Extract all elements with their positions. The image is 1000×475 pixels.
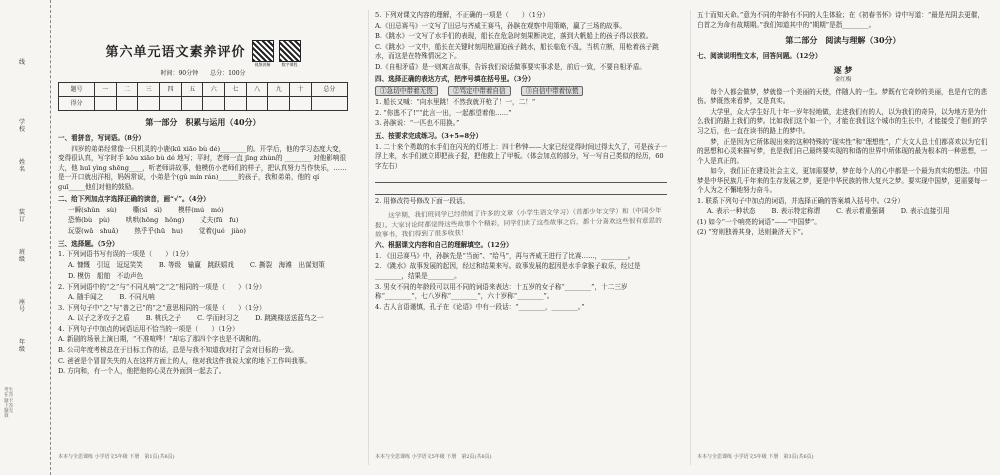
exam-subtitle: 时间：90分钟 总分：100分 [160,69,246,77]
q3-3: 3. 下列句子中“之”与“普之已”的“之”意思相同的一项是（ ）（1分） [58,303,266,312]
reading-author: 金红梅 [834,76,852,83]
q7-1: 1. 联系下列句子中加点的词语，并选择正确的答案填入括号中。（2分） [697,196,905,205]
score-header: 九 [268,83,290,97]
binding-gutter [0,0,51,475]
q3-3-option[interactable]: A. 以子之矛攻子之盾 [68,314,130,323]
gutter-bind-label: 装订 [18,209,25,223]
q3-5: 5. 下列对课文内容的理解，不正确的一项是（ ）（1分） [375,11,550,19]
q3-4-option[interactable]: D. 方向和，有一个人，他把他的心灵在外面到一起去了。 [58,367,226,376]
q7-1-option[interactable]: D. 表示直接引用 [900,207,950,216]
score-cell[interactable] [95,97,117,111]
q3-3-option[interactable]: B. 桃氏之子 [145,314,182,323]
q2-item[interactable]: 热乎乎(hū hu) [134,227,183,235]
exam-title: 第六单元语文素养评价 [105,45,246,61]
q2-heading: 二、给下列加点字选择正确的读音，画“√”。（4分） [58,195,210,204]
q2-item[interactable]: 玩耍(wǎ shuǎ) [68,227,119,235]
q2-item[interactable]: 觉着(jué jiào) [198,227,247,235]
q5-2-text[interactable]: 这学期，我们班同学已经借阅了许多的文章（小学生语文学习）（首都少年文学）和（中国少年报）。大家讨论时都觉得这些故事个个精彩，同学们读了这些故事之后，都十分喜欢这些很有意思的故事书，我们得到了很多收获！ [374,206,662,239]
q2-item[interactable]: 恐怖(bù pù) [68,216,110,225]
score-header: 总分 [311,83,347,97]
answer-line[interactable] [375,185,667,195]
q2-item[interactable]: 丈夫(fū fu) [200,216,239,225]
page-3 [690,10,989,465]
q3-2-option[interactable]: B. 不同凡响 [119,293,155,302]
q6-item[interactable]: 1. 《田忌赛马》中，孙膑先是“当面”、“给马”，再与齐威王进行了比赛……，________。 [375,251,635,260]
q7-heading: 七、阅读说明性文本，回答问题。（12分） [697,51,822,60]
gutter-school: 学校 [18,119,25,133]
q4-item[interactable]: 1. 船长又喊：“向水里跳！不然我就开枪了！一，二！” [375,98,536,107]
reading-paragraph: 梦，正是因为它所体现出来的这种特殊的“现实性”和“理想性”，广大文人总士们都喜欢以为它们的思想和心灵来描写梦，也是我们自己最终要实现的和谐的世界中所体现的最为根本的一种思想，一个人是真正的。 [697,137,988,165]
score-header: 七 [225,83,247,97]
q3-3-option[interactable]: D. 跳跳楼送送蓝鸟之一 [255,314,324,323]
q7-1-option[interactable]: A. 表示一种状态 [707,207,756,216]
q7-1-item[interactable]: (2) “穷则独善其身，达则兼济天下”。 [697,228,808,237]
score-cell[interactable] [203,97,225,111]
score-cell[interactable] [246,97,268,111]
q3-1-option[interactable]: A. 慷慨 引逗 逗逗笑笑 [68,260,143,269]
q4-item[interactable]: 2. “你逃不了!”“此言一出，一起都望着他……” [375,108,512,117]
q6-item[interactable]: 4. 古人言语谨慎，孔子在《论语》中有一段话：“________，________。” [375,302,585,311]
q3-1-option[interactable]: B. 等级 输赢 跳跃嬉戏 [158,260,234,269]
gutter-class: 班级 [18,249,25,263]
q4-item[interactable]: 3. 孙膑说：“一匹也不用换。” [375,119,460,128]
q6-item[interactable]: 3. 男女不同的年龄段可以用不同的词语来表达：十五岁的女子称“________”，十二三岁称“________”，七八岁称“________”，六十岁称“________”。 [375,282,628,301]
q3-5-option[interactable]: D.《自相矛盾》是一则寓言故事，告诉我们说话做事要实事求是，前后一致，不要自相矛盾。 [375,62,646,71]
score-header: 八 [246,83,268,97]
score-header: 题号 [59,83,95,97]
score-header: 四 [160,83,182,97]
qr-label: 数字课程 [281,62,298,67]
gutter-name: 姓名 [18,159,25,173]
q3-1-option[interactable]: D. 模仿 船舶 不动声色 [68,272,144,281]
score-cell[interactable] [138,97,160,111]
q3-4: 4. 下列句子中加点的词语运用不恰当的一项是（ ）（1分） [58,324,239,333]
q2-item[interactable]: 一瞬(shǔn sù) [68,205,117,214]
q2-row [68,216,348,226]
qr-code-icon[interactable] [252,40,274,62]
score-cell[interactable] [268,97,290,111]
q5-2: 2. 用修改符号修改下面一段话。 [375,197,470,206]
answer-line[interactable] [375,173,667,183]
score-cell[interactable] [290,97,312,111]
q6-item[interactable]: 2. 《跳水》故事发展的起因，经过和结果来写。故事发展的起因是水手拿猴子取乐，经过是________，结果是________。 [375,262,641,281]
score-header: 一 [95,83,117,97]
q4-tag: ①急切中带着无畏 [375,86,438,96]
q3-4-option[interactable]: B. 公司年度考核总在于目标工作的话，总是与我不知道我对打了会对目标的一致。 [58,346,298,355]
score-table [58,82,348,111]
page-footer: 本本与全思课练 小学语文5年级 下册 第1页(共6页) [58,453,175,460]
score-row-label: 得分 [59,97,95,111]
gutter-seat: 座号 [18,299,25,313]
score-cell[interactable] [225,97,247,111]
q3-4-option[interactable]: A. 新剧的场景上演日期，“不准喧哗！”却忘了那四个字也是不调和的。 [58,335,265,344]
q1-heading: 一、看拼音，写词语。（8分） [58,134,146,143]
reading-paragraph: 如今，我们正在建设社会主义，更加需要梦，梦在每个人的心中都是一个最为真实的想法。中国梦是中华民族几千年来的生存发展之梦，更是中华民族的伟大复兴之梦。要实现中国梦，更需要每一个人为之不懈地努力奋斗。 [697,167,988,195]
q3-heading: 三、选择题。（5分） [58,239,119,248]
q4-heading: 四、选择正确的表达方式，把序号填在括号里。（3分） [375,75,535,84]
reading-paragraph: 每个人都会做梦，梦就像一个美丽的天使，伴随人的一生。梦既有它奇妙的美丽，也是有它的悲伤。梦既然来看梦，又是真实。 [697,87,988,106]
score-cell[interactable] [181,97,203,111]
score-header: 十 [290,83,312,97]
gutter-line-label: 线 [18,59,25,66]
page-2 [368,10,667,465]
gutter-note: 考生在答题卡上答题无效 [4,388,14,420]
q2-row [68,206,348,216]
part1-heading: 第一部分 积累与运用（40分） [145,117,261,128]
q3-2: 2. 下列词语中的“之”与“不同凡响”之“之”相同的一项是（ ）（1分） [58,282,266,291]
part2-heading: 第二部分 阅读与理解（30分） [785,35,901,46]
score-header: 三 [138,83,160,97]
q4-tag: ②骂定中带着自信 [448,86,511,96]
qr-code-icon[interactable] [279,40,301,62]
q7-1-option[interactable]: C. 表示着重强调 [836,207,885,216]
q3-1: 1. 下列词语书写有误的一项是（ ）（1分） [58,250,193,259]
q5-heading: 五、按要求完成练习。（3+5=8分） [375,132,483,141]
q3-3-option[interactable]: C. 学而时习之 [197,314,240,323]
q2-item[interactable]: 哄哄(hōnɡ hǒnɡ) [125,216,185,225]
score-cell[interactable] [160,97,182,111]
score-cell[interactable] [311,97,347,111]
page-1 [58,10,348,465]
gutter-grade: 年级 [18,339,25,353]
score-header: 五 [181,83,203,97]
score-header: 六 [203,83,225,97]
page-footer: 本本与全思课练 小学语文5年级 下册 第3页(共6页) [697,453,814,460]
q4-tag: ③自信中带着惊慌 [521,86,584,96]
q3-5-option[interactable]: B.《跳水》一文写了水手们的表现，船长在危急时刻果断决定，落到大帆船上的孩子得以获救。 [375,32,653,41]
q7-1-item[interactable]: (1) 如今“一个响亮的词语”——“中国梦”。 [697,217,821,226]
q2-row [68,227,348,237]
score-header: 二 [116,83,138,97]
q5-1: 1. 二十来个勇敢的水手们在闪光的灯塔上：四十秒钟——大家已经觉得时间过得太久了，可是孩子一浮上来，水手们就立即把孩子捉，把他救上了甲板。（体会加点的部分，写一写自己类似的经历，60字左右） [375,142,667,170]
q2-item[interactable]: 模样(mú mó) [178,205,224,214]
q7-1-option[interactable]: B. 表示特定称谓 [771,207,821,216]
reading-title: 逐 梦 [833,65,853,76]
q3-1-option[interactable]: C. 撕裂 海滩 出谋划策 [249,260,325,269]
page-footer: 本本与全思课练 小学语文5年级 下册 第2页(共6页) [375,453,492,460]
q1-text: 四岁的弟弟经常像一只机灵的小鹿(kū xiāo bù dé)________的。开学后，他的学习态度大变，变得很认真，写字时手 kǒu xiāo bù dé 地写；平时，老师一直 jīng zhùn的 ________ 对他影响很大，他 huī yìng shēng____，听老师讲故事，他模仿小老师们的样子，把认真努力当作快乐，……是一开口就出洋相，妈妈常说，小弟是个(ɡǔ mín rán)______的孩子，我和弟弟，他的 qí ɡuī_____他们对他的鼓励。 [58,144,347,191]
q3-5-option[interactable]: C.《跳水》一文中，船长在关键时刻用枪逼迫孩子跳水，船长临危不乱，当机立断，用枪着孩子跳水，而这是在特殊情况之下。 [375,42,659,61]
qr-label: 视频讲解 [254,62,271,67]
q3-5-option[interactable]: A.《田忌赛马》一文写了田忌与齐威王赛马，孙膑在观察中用策略，赢了三场的故事。 [375,21,626,30]
reading-paragraph: 大学里，众大学生好几十年一岁年轻地做，走进我们有的人，以为我们的奇异，以为地方是为什么我们的路上我们的梦。比如我们这个如一个，才能在我们这个城市的生长中，才能接受了他们的学习之后，也一直在读书的路上的梦中。 [697,107,988,135]
q3-2-option[interactable]: A. 随手闻之 [68,293,104,302]
q2-item[interactable]: 嘶(sī sì) [132,205,163,214]
q3-4-option[interactable]: C. 爸爸是个冒冒失失的人在这样方面上的人，他对我这件我说大家的地下工作叫我事。 [58,356,311,365]
top-text: 五十而知天命。”意为不同的年龄有不同的人生体验；在《初春书怀》诗中写道：“最是光阴去更催，白首之为命有故期期。”我们知道其中的“期期”是指________。 [697,11,984,29]
q6-heading: 六、根据课文内容和自己的理解填空。（12分） [375,241,513,250]
score-cell[interactable] [116,97,138,111]
